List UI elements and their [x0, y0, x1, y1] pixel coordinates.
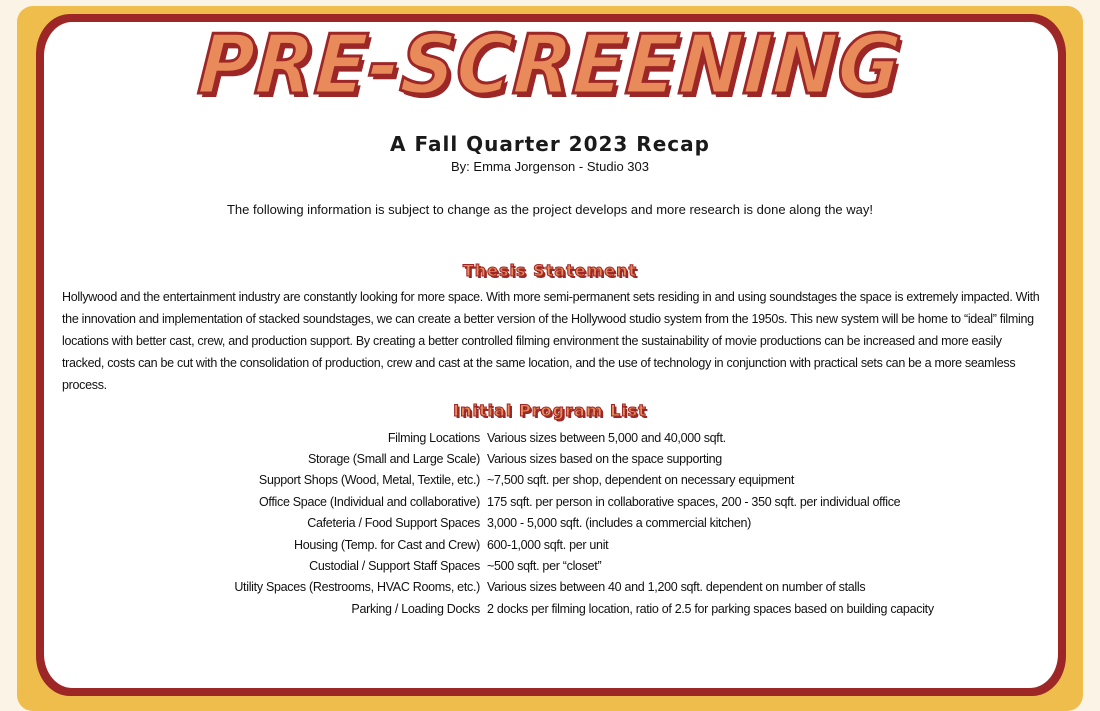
- thesis-heading: Thesis Statement: [462, 261, 638, 280]
- program-row: [0, 598, 1100, 619]
- program-value: 3,000 - 5,000 sqft. (includes a commercial kitchen): [487, 516, 751, 531]
- program-list: [0, 427, 1100, 620]
- byline: By: Emma Jorgenson - Studio 303: [451, 159, 649, 174]
- program-label: Storage (Small and Large Scale): [307, 452, 480, 467]
- program-value: Various sizes between 5,000 and 40,000 sqft.: [487, 430, 726, 445]
- program-value: 2 docks per filming location, ratio of 2.5 for parking spaces based on building capacity: [487, 601, 934, 616]
- program-label: Cafeteria / Food Support Spaces: [307, 516, 480, 531]
- program-row: [0, 470, 1100, 491]
- program-row: [0, 448, 1100, 469]
- program-row: [0, 513, 1100, 534]
- program-heading: Initial Program List: [453, 401, 647, 420]
- program-row: [0, 491, 1100, 512]
- program-label: Parking / Loading Docks: [351, 601, 480, 616]
- program-row: [0, 427, 1100, 448]
- program-row: [0, 577, 1100, 598]
- program-label: Custodial / Support Staff Spaces: [309, 559, 480, 574]
- program-value: ~7,500 sqft. per shop, dependent on necessary equipment: [487, 473, 794, 488]
- program-value: ~500 sqft. per “closet”: [487, 559, 602, 574]
- program-label: Utility Spaces (Restrooms, HVAC Rooms, etc.): [234, 580, 480, 595]
- program-row: [0, 555, 1100, 576]
- page-title: PRE-SCREENING: [195, 18, 905, 113]
- program-value: Various sizes based on the space supporting: [487, 452, 722, 467]
- program-label: Office Space (Individual and collaborative): [258, 494, 480, 509]
- thesis-body: Hollywood and the entertainment industry are constantly looking for more space. With more semi-permanent sets residing in and using soundstages the space is extremely impacted. With the innovation and implementation of stacked soundstages, we can create a better version of the Hollywood studio system from the 1950s. This new system will be home to “ideal” filming locations with better cast, crew, and production support. By creating a better controlled filming environment the sustainability of movie productions can be increased and more easily tracked, costs can be cut with the consolidation of production, crew and cast at the same location, and the use of technology in conjunction with practical sets can be a more seamless process.: [62, 290, 1040, 392]
- program-label: Filming Locations: [387, 430, 480, 445]
- disclaimer-note: The following information is subject to change as the project develops and more research is done along the way!: [226, 202, 874, 217]
- program-label: Housing (Temp. for Cast and Crew): [293, 537, 480, 552]
- program-row: [0, 534, 1100, 555]
- program-label: Support Shops (Wood, Metal, Textile, etc.): [258, 473, 480, 488]
- program-value: 600-1,000 sqft. per unit: [487, 537, 609, 552]
- page-subtitle: A Fall Quarter 2023 Recap: [390, 132, 710, 156]
- program-value: Various sizes between 40 and 1,200 sqft. dependent on number of stalls: [487, 580, 866, 595]
- program-value: 175 sqft. per person in collaborative spaces, 200 - 350 sqft. per individual office: [487, 494, 901, 509]
